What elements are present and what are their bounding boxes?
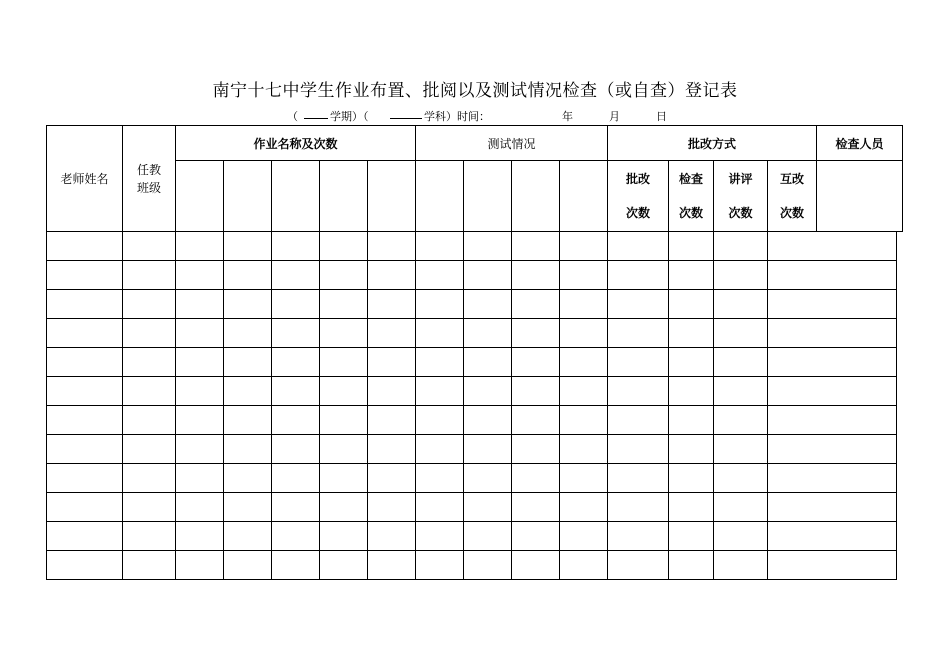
entry-cell[interactable] [560, 493, 608, 522]
entry-cell[interactable] [123, 377, 176, 406]
entry-cell[interactable] [714, 406, 768, 435]
entry-cell[interactable] [176, 319, 224, 348]
entry-cell[interactable] [224, 261, 272, 290]
grading-header: 批改方式 [608, 126, 817, 161]
entry-cell[interactable] [272, 522, 320, 551]
entry-cell[interactable] [272, 319, 320, 348]
entry-cell[interactable] [47, 232, 123, 261]
day-label: 日 [656, 110, 667, 123]
entry-cell[interactable] [272, 464, 320, 493]
entry-cell[interactable] [608, 261, 669, 290]
entry-cell[interactable] [416, 493, 464, 522]
entry-cell[interactable] [669, 261, 714, 290]
entry-cell[interactable] [464, 261, 512, 290]
table-row [47, 435, 903, 464]
entry-cell[interactable] [224, 551, 272, 580]
entry-cell[interactable] [224, 377, 272, 406]
entry-cell[interactable] [320, 377, 368, 406]
entry-cell[interactable] [47, 290, 123, 319]
entry-cell[interactable] [560, 522, 608, 551]
entry-cell[interactable] [123, 551, 176, 580]
entry-cell[interactable] [560, 261, 608, 290]
entry-cell[interactable] [768, 290, 897, 319]
entry-cell[interactable] [176, 348, 224, 377]
entry-cell[interactable] [123, 290, 176, 319]
homework-cell[interactable] [368, 161, 416, 232]
entry-cell[interactable] [224, 435, 272, 464]
entry-cell[interactable] [560, 319, 608, 348]
entry-cell[interactable] [512, 406, 560, 435]
entry-cell[interactable] [416, 319, 464, 348]
entry-cell[interactable] [224, 406, 272, 435]
entry-cell[interactable] [368, 435, 416, 464]
entry-cell[interactable] [669, 435, 714, 464]
entry-cell[interactable] [176, 522, 224, 551]
entry-cell[interactable] [560, 232, 608, 261]
entry-cell[interactable] [512, 261, 560, 290]
entry-cell[interactable] [272, 232, 320, 261]
entry-cell[interactable] [464, 522, 512, 551]
grading-col-label: 讲评 [728, 172, 753, 186]
entry-cell[interactable] [560, 377, 608, 406]
entry-cell[interactable] [368, 319, 416, 348]
entry-cell[interactable] [272, 406, 320, 435]
entry-cell[interactable] [714, 522, 768, 551]
term-label: 学期）（ [330, 110, 369, 123]
entry-cell[interactable] [714, 290, 768, 319]
entry-cell[interactable] [224, 232, 272, 261]
entry-cell[interactable] [669, 522, 714, 551]
entry-cell[interactable] [560, 435, 608, 464]
entry-cell[interactable] [512, 319, 560, 348]
entry-cell[interactable] [416, 377, 464, 406]
entry-cell[interactable] [176, 406, 224, 435]
subject-blank [390, 108, 422, 122]
entry-cell[interactable] [560, 406, 608, 435]
entry-cell[interactable] [714, 551, 768, 580]
entry-cell[interactable] [320, 232, 368, 261]
entry-cell[interactable] [272, 290, 320, 319]
entry-cell[interactable] [464, 551, 512, 580]
entry-cell[interactable] [176, 464, 224, 493]
entry-cell[interactable] [669, 377, 714, 406]
grading-col-label: 互改 [779, 172, 804, 186]
entry-cell[interactable] [123, 493, 176, 522]
entry-cell[interactable] [368, 464, 416, 493]
table-row [47, 377, 903, 406]
entry-cell[interactable] [714, 348, 768, 377]
entry-cell[interactable] [512, 377, 560, 406]
entry-cell[interactable] [123, 348, 176, 377]
entry-cell[interactable] [669, 464, 714, 493]
entry-cell[interactable] [368, 290, 416, 319]
entry-cell[interactable] [714, 261, 768, 290]
homework-cell[interactable] [320, 161, 368, 232]
entry-cell[interactable] [464, 377, 512, 406]
entry-cell[interactable] [512, 522, 560, 551]
entry-cell[interactable] [320, 261, 368, 290]
entry-cell[interactable] [224, 319, 272, 348]
entry-cell[interactable] [608, 493, 669, 522]
entry-cell[interactable] [669, 406, 714, 435]
entry-cell[interactable] [176, 551, 224, 580]
entry-cell[interactable] [47, 261, 123, 290]
homework-cell[interactable] [176, 161, 224, 232]
entry-cell[interactable] [176, 493, 224, 522]
checker-cell[interactable] [817, 161, 903, 232]
entry-cell[interactable] [123, 464, 176, 493]
class-header-line1: 任教 [136, 162, 161, 177]
entry-cell[interactable] [768, 261, 897, 290]
entry-cell[interactable] [560, 290, 608, 319]
entry-cell[interactable] [320, 435, 368, 464]
entry-cell[interactable] [272, 551, 320, 580]
entry-cell[interactable] [272, 435, 320, 464]
table-row [47, 232, 903, 261]
entry-cell[interactable] [224, 522, 272, 551]
entry-cell[interactable] [47, 464, 123, 493]
entry-cell[interactable] [176, 261, 224, 290]
entry-cell[interactable] [47, 435, 123, 464]
entry-cell[interactable] [368, 261, 416, 290]
entry-cell[interactable] [512, 290, 560, 319]
entry-cell[interactable] [123, 406, 176, 435]
homework-header: 作业名称及次数 [176, 126, 416, 161]
entry-cell[interactable] [768, 232, 897, 261]
entry-cell[interactable] [416, 522, 464, 551]
entry-cell[interactable] [416, 348, 464, 377]
entry-cell[interactable] [224, 493, 272, 522]
entry-cell[interactable] [464, 493, 512, 522]
entry-cell[interactable] [47, 319, 123, 348]
entry-cell[interactable] [224, 464, 272, 493]
month-label: 月 [609, 110, 620, 123]
entry-cell[interactable] [560, 464, 608, 493]
grading-col-label: 检查 [678, 172, 703, 186]
entry-cell[interactable] [608, 319, 669, 348]
table-row [47, 522, 903, 551]
entry-cell[interactable] [368, 406, 416, 435]
entry-cell[interactable] [416, 261, 464, 290]
table-row [47, 319, 903, 348]
entry-cell[interactable] [768, 522, 897, 551]
entry-cell[interactable] [47, 551, 123, 580]
entry-cell[interactable] [368, 232, 416, 261]
entry-cell[interactable] [714, 232, 768, 261]
entry-cell[interactable] [416, 406, 464, 435]
entry-cell[interactable] [669, 319, 714, 348]
table-row [47, 348, 903, 377]
tests-header: 测试情况 [416, 126, 608, 161]
subtitle-open-paren: （ [287, 110, 298, 123]
entry-cell[interactable] [320, 319, 368, 348]
entry-cell[interactable] [714, 377, 768, 406]
entry-cell[interactable] [176, 232, 224, 261]
entry-cell[interactable] [608, 406, 669, 435]
table-row [47, 493, 903, 522]
class-header [123, 126, 176, 232]
entry-cell[interactable] [320, 290, 368, 319]
entry-cell[interactable] [560, 551, 608, 580]
entry-cell[interactable] [768, 319, 897, 348]
test-cell[interactable] [416, 161, 464, 232]
entry-cell[interactable] [669, 232, 714, 261]
entry-cell[interactable] [768, 493, 897, 522]
entry-cell[interactable] [272, 261, 320, 290]
entry-cell[interactable] [123, 435, 176, 464]
entry-cell[interactable] [464, 435, 512, 464]
entry-cell[interactable] [512, 348, 560, 377]
entry-cell[interactable] [47, 377, 123, 406]
entry-cell[interactable] [416, 464, 464, 493]
homework-cell[interactable] [272, 161, 320, 232]
subject-time-label: 学科）时间： [424, 110, 490, 123]
table-row [47, 551, 903, 580]
entry-cell[interactable] [464, 406, 512, 435]
entry-cell[interactable] [512, 551, 560, 580]
entry-cell[interactable] [416, 290, 464, 319]
entry-cell[interactable] [272, 493, 320, 522]
homework-cell[interactable] [224, 161, 272, 232]
entry-cell[interactable] [464, 232, 512, 261]
form-title: 南宁十七中学生作业布置、批阅以及测试情况检查（或自查）登记表 [212, 81, 738, 101]
grading-col-peer [768, 161, 817, 232]
entry-cell[interactable] [176, 435, 224, 464]
entry-cell[interactable] [669, 551, 714, 580]
entry-cell[interactable] [714, 493, 768, 522]
entry-cell[interactable] [608, 551, 669, 580]
entry-cell[interactable] [320, 551, 368, 580]
teacher-name-header: 老师姓名 [47, 126, 123, 232]
entry-cell[interactable] [512, 232, 560, 261]
grading-col-label: 次数 [678, 206, 703, 220]
register-table [46, 125, 903, 580]
entry-cell[interactable] [368, 348, 416, 377]
grading-col-label: 次数 [728, 206, 753, 220]
grading-col-correct [608, 161, 669, 232]
entry-cell[interactable] [464, 348, 512, 377]
entry-cell[interactable] [560, 348, 608, 377]
entry-cell[interactable] [768, 464, 897, 493]
entry-cell[interactable] [768, 377, 897, 406]
entry-cell[interactable] [368, 493, 416, 522]
entry-cell[interactable] [224, 290, 272, 319]
entry-cell[interactable] [320, 522, 368, 551]
grading-col-review [714, 161, 768, 232]
entry-cell[interactable] [368, 377, 416, 406]
grading-col-label: 次数 [625, 206, 650, 220]
test-cell[interactable] [464, 161, 512, 232]
test-cell[interactable] [512, 161, 560, 232]
entry-cell[interactable] [123, 319, 176, 348]
entry-cell[interactable] [512, 464, 560, 493]
entry-cell[interactable] [608, 464, 669, 493]
entry-cell[interactable] [416, 551, 464, 580]
year-label: 年 [562, 110, 573, 123]
entry-cell[interactable] [768, 551, 897, 580]
entry-cell[interactable] [320, 406, 368, 435]
entry-cell[interactable] [714, 319, 768, 348]
table-row [47, 261, 903, 290]
entry-cell[interactable] [320, 464, 368, 493]
entry-cell[interactable] [669, 290, 714, 319]
entry-cell[interactable] [368, 522, 416, 551]
test-cell[interactable] [560, 161, 608, 232]
entry-cell[interactable] [47, 348, 123, 377]
entry-cell[interactable] [464, 290, 512, 319]
entry-cell[interactable] [608, 232, 669, 261]
entry-cell[interactable] [368, 551, 416, 580]
grading-col-label: 批改 [625, 172, 650, 186]
entry-cell[interactable] [272, 377, 320, 406]
table-row [47, 406, 903, 435]
entry-cell[interactable] [512, 493, 560, 522]
entry-cell[interactable] [320, 493, 368, 522]
checker-header: 检查人员 [817, 126, 903, 161]
entry-cell[interactable] [416, 232, 464, 261]
entry-cell[interactable] [123, 522, 176, 551]
entry-cell[interactable] [47, 406, 123, 435]
entry-cell[interactable] [464, 464, 512, 493]
entry-cell[interactable] [464, 319, 512, 348]
entry-cell[interactable] [714, 435, 768, 464]
entry-cell[interactable] [272, 348, 320, 377]
entry-cell[interactable] [669, 348, 714, 377]
entry-cell[interactable] [608, 290, 669, 319]
entry-cell[interactable] [768, 435, 897, 464]
entry-cell[interactable] [768, 348, 897, 377]
entry-cell[interactable] [47, 493, 123, 522]
entry-cell[interactable] [608, 435, 669, 464]
table-row [47, 290, 903, 319]
entry-cell[interactable] [512, 435, 560, 464]
term-blank [304, 108, 328, 122]
entry-cell[interactable] [176, 290, 224, 319]
entry-cell[interactable] [608, 522, 669, 551]
entry-cell[interactable] [608, 377, 669, 406]
table-row [47, 464, 903, 493]
entry-cell[interactable] [123, 261, 176, 290]
entry-cell[interactable] [47, 522, 123, 551]
class-header-line2: 班级 [136, 180, 161, 195]
entry-cell[interactable] [714, 464, 768, 493]
entry-cell[interactable] [416, 435, 464, 464]
entry-cell[interactable] [768, 406, 897, 435]
entry-cell[interactable] [608, 348, 669, 377]
entry-cell[interactable] [123, 232, 176, 261]
entry-cell[interactable] [224, 348, 272, 377]
grading-col-check [669, 161, 714, 232]
grading-col-label: 次数 [779, 206, 804, 220]
entry-cell[interactable] [669, 493, 714, 522]
entry-cell[interactable] [176, 377, 224, 406]
entry-cell[interactable] [320, 348, 368, 377]
